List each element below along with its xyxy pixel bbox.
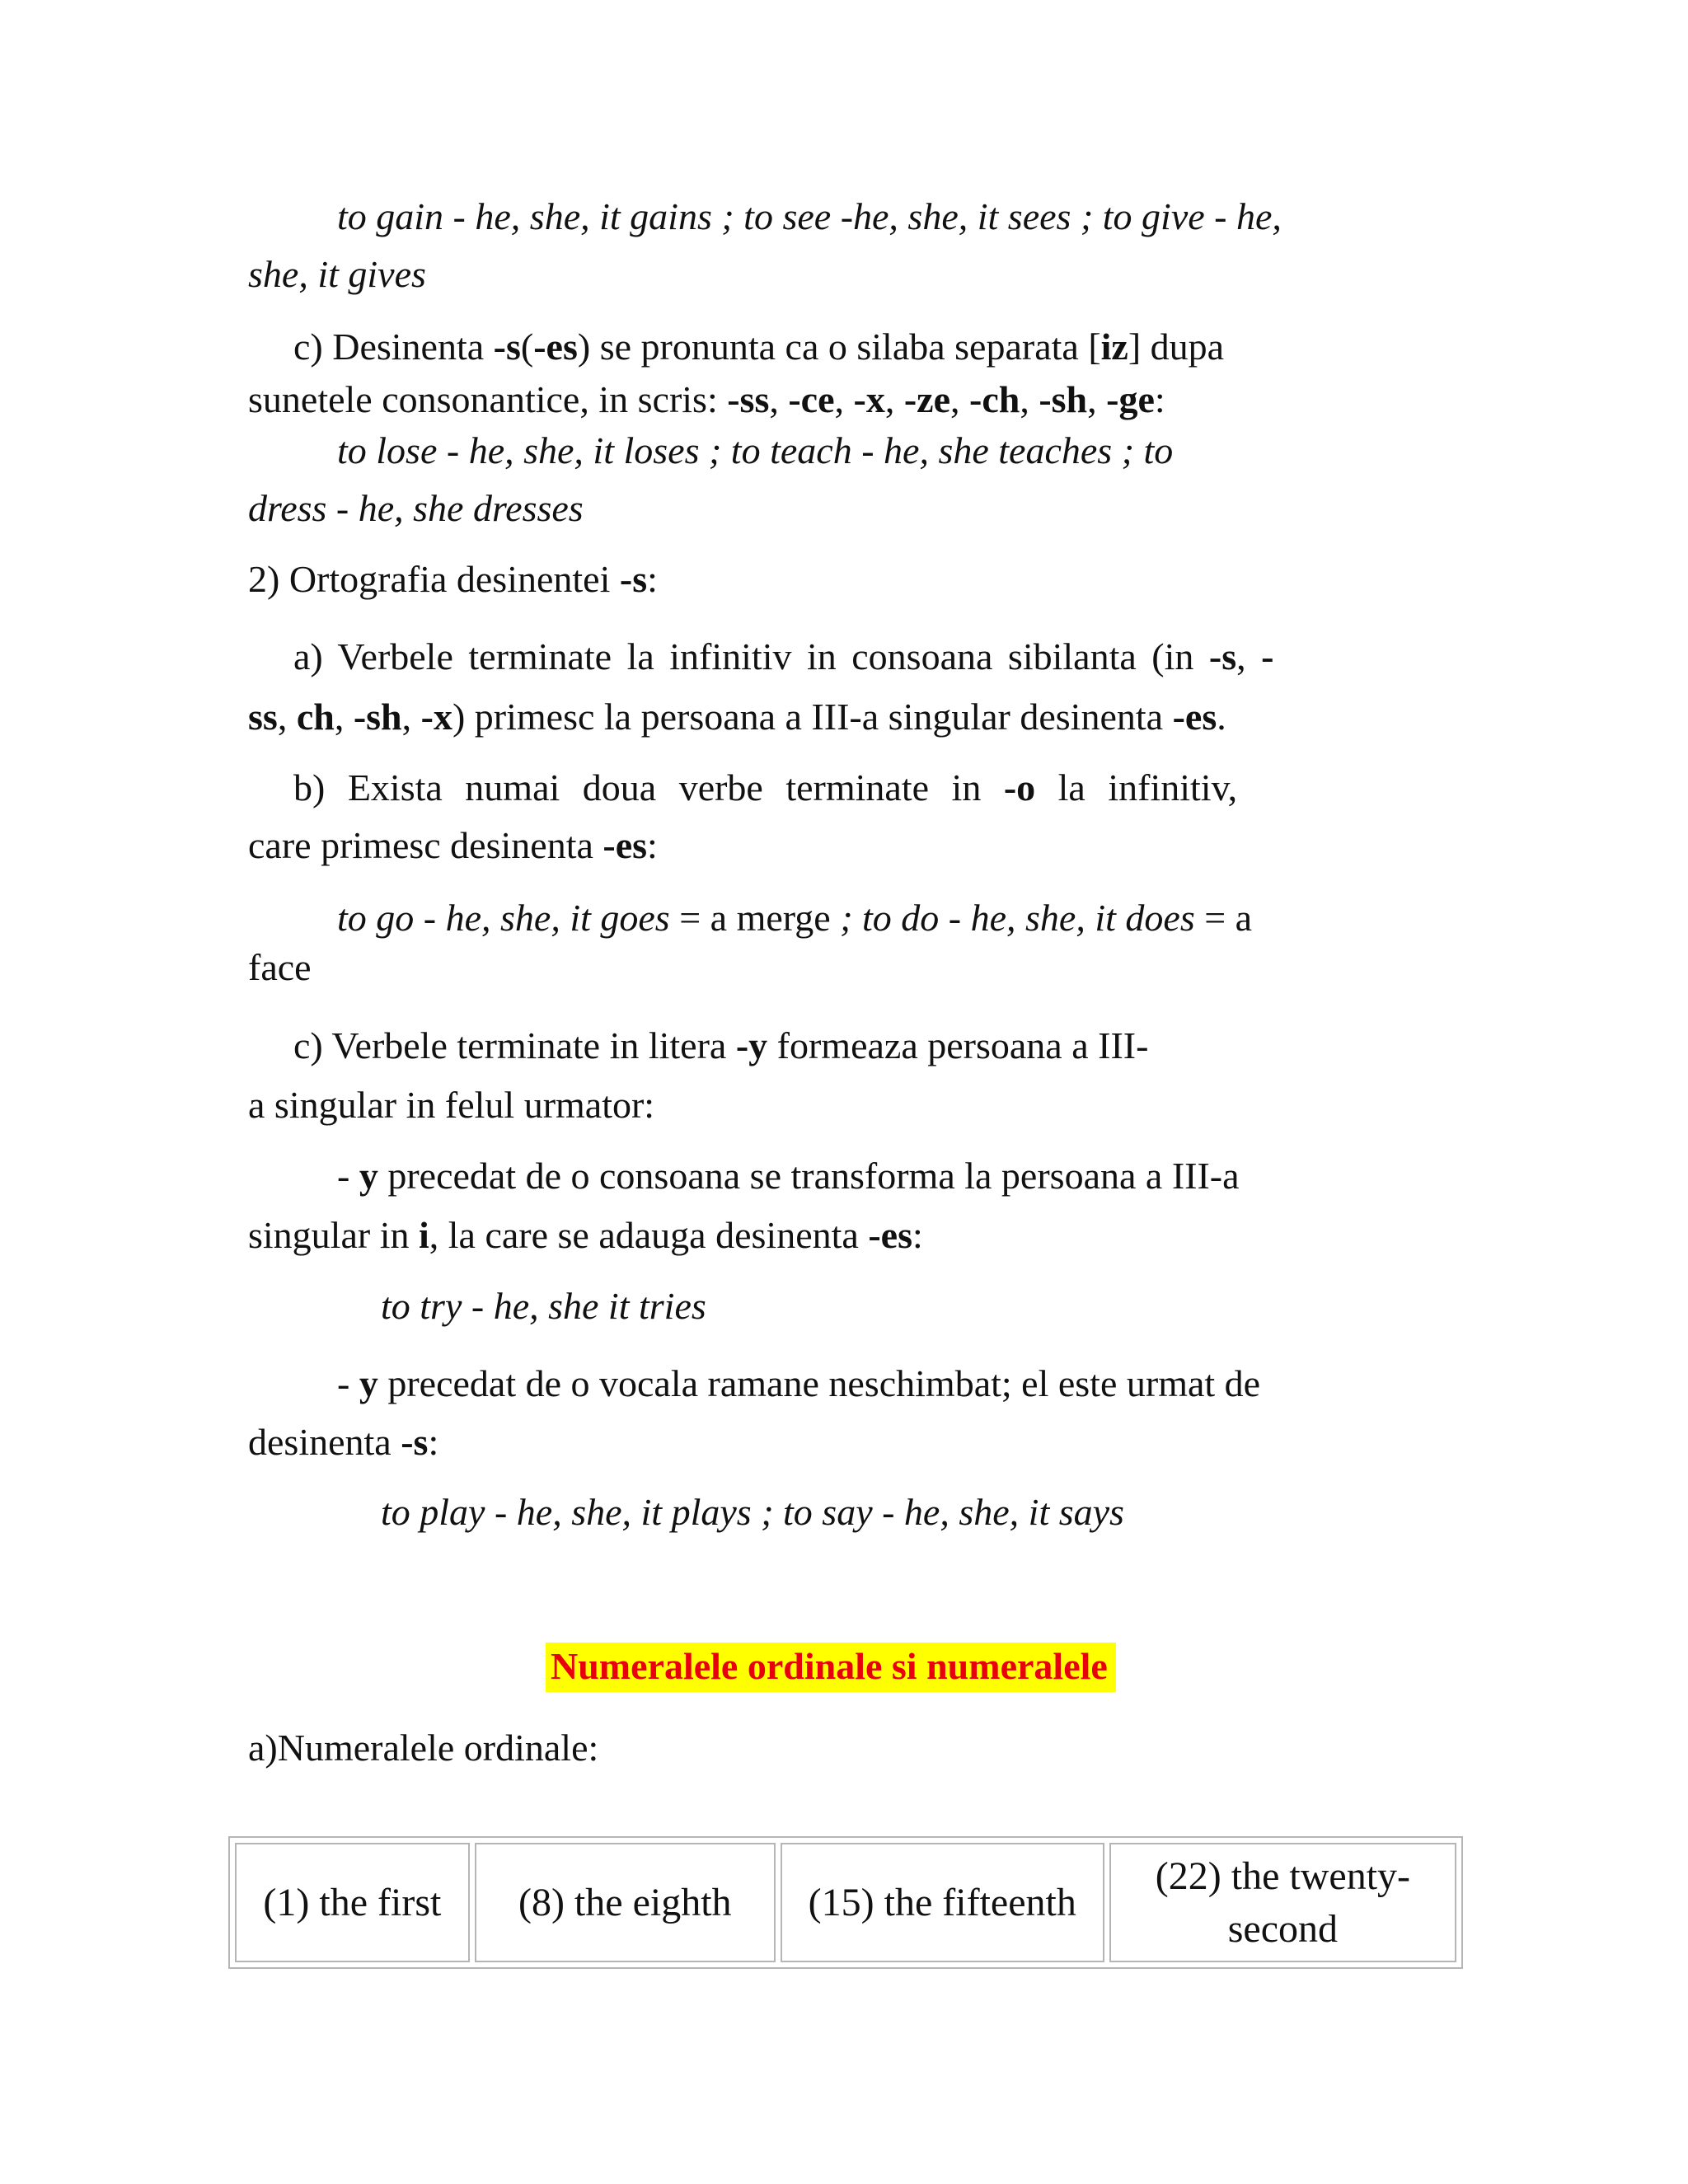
rule-text: desinenta -s: (248, 1421, 439, 1463)
table-cell: (15) the fifteenth (781, 1843, 1104, 1962)
example-line: to play - he, she, it plays ; to say - he, she, it says (381, 1491, 1124, 1533)
rule-text: - y precedat de o vocala ramane neschimbat; el este urmat de (337, 1362, 1261, 1404)
subheading: a)Numeralele ordinale: (248, 1727, 599, 1769)
example-line: to gain - he, she, it gains ; to see -he, she, it sees ; to give - he, (337, 195, 1282, 237)
table-cell: (1) the first (235, 1843, 470, 1962)
section-heading: Numeralele ordinale si numeralele (546, 1643, 1116, 1692)
example-line: to try - he, she it tries (381, 1285, 706, 1327)
example-line: she, it gives (248, 253, 426, 295)
rule-text: b) Exista numai doua verbe terminate in -o la infinitiv, (293, 766, 1238, 808)
rule-text: c) Desinenta -s(-es) se pronunta ca o silaba separata [iz] dupa (293, 326, 1225, 368)
example-line: to lose - he, she, it loses ; to teach - he, she teaches ; to (337, 429, 1174, 471)
rule-text: care primesc desinenta -es: (248, 824, 658, 866)
table-cell: (8) the eighth (475, 1843, 776, 1962)
example-line: dress - he, she dresses (248, 487, 584, 529)
table-cell: (22) the twenty- second (1109, 1843, 1456, 1962)
rule-text: singular in i, la care se adauga desinenta -es: (248, 1214, 923, 1256)
rule-text: ss, ch, -sh, -x) primesc la persoana a III-a singular desinenta -es. (248, 696, 1226, 738)
table-row (235, 1843, 1456, 1962)
rule-text: - y precedat de o consoana se transforma la persoana a III-a (337, 1155, 1240, 1197)
rule-text: a) Verbele terminate la infinitiv in consoana sibilanta (in -s, - (293, 635, 1274, 677)
example-line: face (248, 946, 312, 988)
rule-text: sunetele consonantice, in scris: -ss, -ce, -x, -ze, -ch, -sh, -ge: (248, 378, 1165, 420)
ordinals-table (228, 1836, 1463, 1969)
rule-text: a singular in felul urmator: (248, 1084, 655, 1126)
section-label: 2) Ortografia desinentei -s: (248, 558, 658, 600)
example-line: to go - he, she, it goes = a merge ; to do - he, she, it does = a (337, 897, 1253, 939)
rule-text: c) Verbele terminate in litera -y formeaza persoana a III- (293, 1024, 1149, 1066)
